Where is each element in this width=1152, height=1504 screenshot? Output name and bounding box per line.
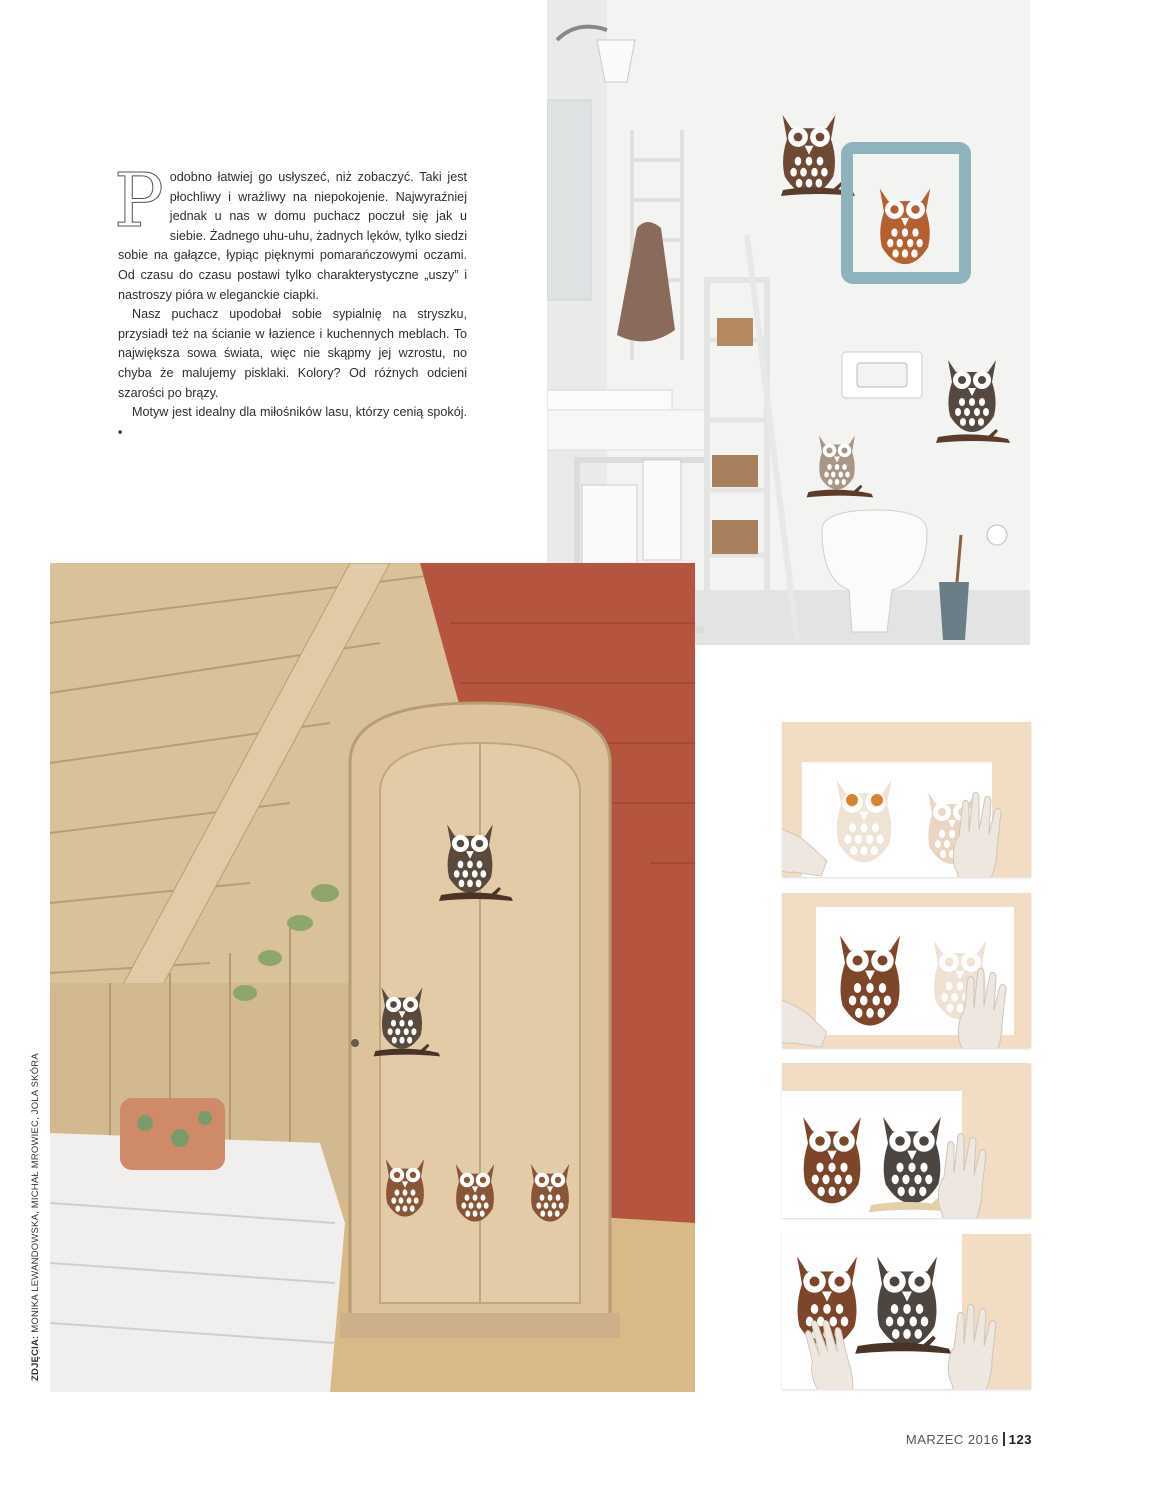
bed [50, 1133, 345, 1392]
towel-left [582, 485, 637, 575]
photo-credit-text [30, 1053, 41, 1381]
bathroom-photo [547, 0, 1030, 645]
photo-credit-names: MONIKA LEWANDOWSKA, MICHAŁ MROWIEC, JOLA SKÓRA [30, 1053, 41, 1333]
issue-label: MARZEC 2016 [905, 1432, 999, 1447]
step-panel-4 [782, 1234, 1031, 1389]
folio-separator [1003, 1432, 1005, 1446]
drop-cap: P [114, 158, 164, 244]
page-folio [906, 1432, 1032, 1447]
article-body [114, 158, 467, 442]
article-paragraph-1 [114, 158, 467, 305]
photo-credit [30, 1022, 44, 1392]
page-number: 123 [1008, 1432, 1032, 1447]
article-paragraph-2: Nasz puchacz upodobał sobie sypialnię na stryszku, przysiadł też na ścianie w łazience i kuchennych meblach. To największa sowa świata, więc nie skąpmy jej wzrostu, no chyba że malujemy pisklaki. Kolory? Od różnych odcieni szarości po brązy. [118, 307, 467, 400]
toilet-brush-holder [939, 582, 969, 640]
toilet-roll [987, 525, 1007, 545]
towel-right [643, 460, 681, 560]
bathroom-illustration [547, 0, 1030, 645]
wardrobe [340, 703, 620, 1338]
step-panel-3 [782, 1063, 1031, 1218]
step-panel-2 [782, 893, 1031, 1048]
article-paragraph-3: Motyw jest idealny dla miłośników lasu, którzy cenią spokój. ▪ [118, 405, 467, 439]
step-panel-1 [782, 722, 1031, 877]
attic-illustration [50, 563, 695, 1392]
paragraph-1-text: odobno łatwiej go usłyszeć, niż zobaczyć. Taki jest płochliwy i wrażliwy na niepokojenie. Najwyraźniej jednak u nas w domu puchacz poczuł się jak u siebie. Żadnego uhu-uhu, żadnych lęków, tylko siedzi sobie na gałązce, łypiąc pięknymi pomarańczowymi oczami. Od czasu do czasu postawi tylko charakterystyczne „uszy” i nastroszy pióra w eleganckie ciapki. [118, 170, 467, 302]
wardrobe-key [351, 1039, 359, 1047]
photo-credit-label: ZDJĘCIA: [30, 1335, 41, 1381]
attic-bedroom-photo [50, 563, 695, 1392]
